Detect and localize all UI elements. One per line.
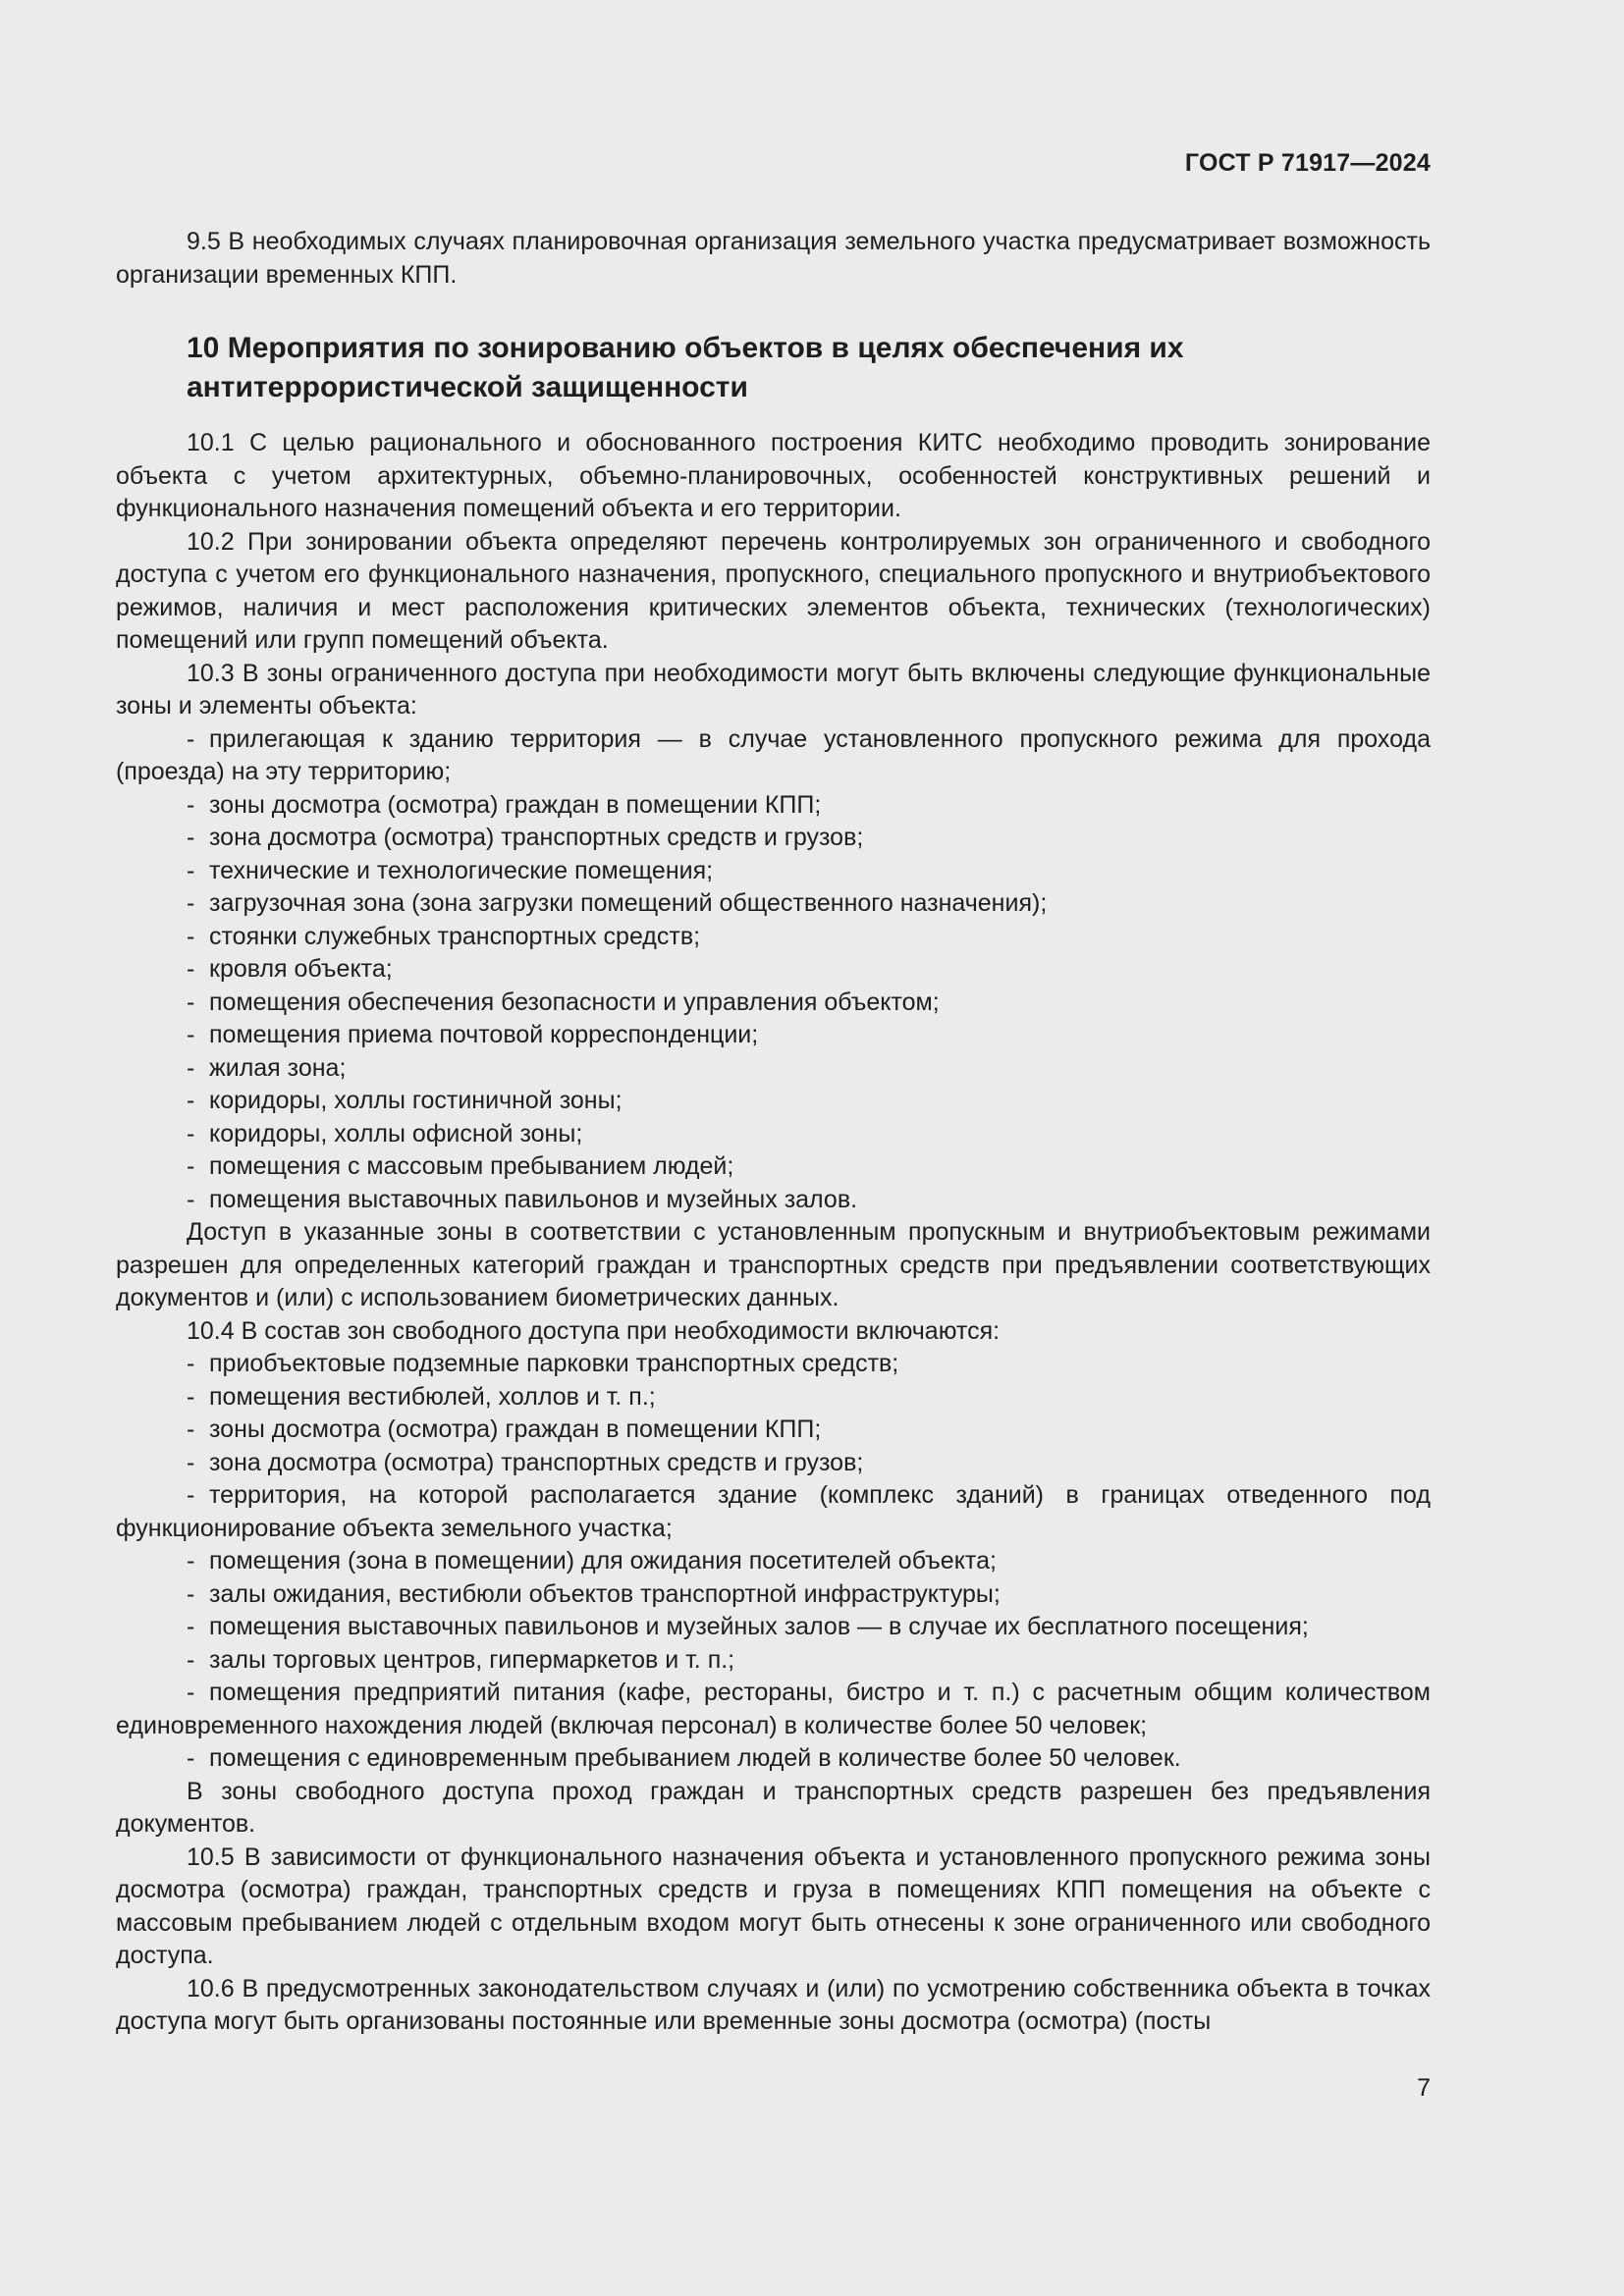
paragraph-10-5: 10.5 В зависимости от функционального назначения объекта и установленного пропускного режима зоны досмотра (осмотра) граждан, транспортных средств и груза в помещениях КПП помещения на объекте с массовым пребыванием людей с отдельным входом могут быть отнесены к зоне ограниченного или свободного доступа.: [116, 1842, 1431, 1969]
list-item: - территория, на которой располагается здание (комплекс зданий) в границах отведенного под функционирование объекта земельного участка;: [116, 1481, 1431, 1542]
list-dash: -: [187, 1547, 195, 1575]
list-item: - технические и технологические помещения;: [116, 855, 1431, 888]
list-item: - помещения с единовременным пребыванием людей в количестве более 50 человек.: [116, 1742, 1431, 1776]
list-item: - помещения приема почтовой корреспонденции;: [116, 1019, 1431, 1052]
document-code-header: ГОСТ Р 71917—2024: [1184, 149, 1431, 177]
list-dash: -: [187, 1579, 195, 1608]
list-dash: -: [187, 856, 195, 884]
list-item: - помещения выставочных павильонов и музейных залов.: [116, 1184, 1431, 1217]
page-number: 7: [1417, 2074, 1431, 2102]
list-dash: -: [187, 1679, 195, 1706]
list-item: - жилая зона;: [116, 1052, 1431, 1086]
list-dash: -: [187, 1448, 195, 1476]
list-item: - приобъектовые подземные парковки транспортных средств;: [116, 1348, 1431, 1381]
list-item: - помещения обеспечения безопасности и управления объектом;: [116, 987, 1431, 1020]
paragraph-10-4: 10.4 В состав зон свободного доступа при необходимости включаются:: [187, 1316, 1001, 1345]
list-dash: -: [187, 1087, 195, 1114]
list-item: - залы ожидания, вестибюли объектов транспортной инфраструктуры;: [116, 1578, 1431, 1612]
list-dash: -: [187, 1415, 195, 1443]
paragraph-10-3: 10.3 В зоны ограниченного доступа при необходимости могут быть включены следующие функциональные зоны и элементы объекта:: [116, 659, 1431, 720]
paragraph-10-1: 10.1 С целью рационального и обоснованного построения КИТС необходимо проводить зонирование объекта с учетом архитектурных, объемно-планировочных, особенностей конструктивных решений и функционального назначения помещений объекта и его территории.: [116, 429, 1431, 522]
list-item: - помещения предприятий питания (кафе, рестораны, бистро и т. п.) с расчетным общим количеством единовременного нахождения людей (включая персонал) в количестве более 50 человек;: [116, 1679, 1431, 1739]
list-item: - залы торговых центров, гипермаркетов и т. п.;: [116, 1644, 1431, 1678]
paragraph-9-5: 9.5 В необходимых случаях планировочная организация земельного участка предусматривает возможность организации временных КПП.: [116, 228, 1431, 289]
list-item: - зона досмотра (осмотра) транспортных средств и грузов;: [116, 1447, 1431, 1480]
list-item: - зона досмотра (осмотра) транспортных средств и грузов;: [116, 822, 1431, 855]
list-dash: -: [187, 1744, 195, 1772]
list-dash: -: [187, 1350, 195, 1377]
list-dash: -: [187, 1021, 195, 1048]
paragraph-restricted-access: Доступ в указанные зоны в соответствии с установленным пропускным и внутриобъектовым режимами разрешен для определенных категорий граждан и транспортных средств при предъявлении соответствующих документов и (или) с использованием биометрических данных.: [116, 1218, 1431, 1311]
list-item: - стоянки служебных транспортных средств;: [116, 921, 1431, 954]
list-item: - коридоры, холлы гостиничной зоны;: [116, 1085, 1431, 1118]
list-item: - кровля объекта;: [116, 953, 1431, 987]
list-dash: -: [187, 724, 195, 753]
paragraph-free-access: В зоны свободного доступа проход граждан и транспортных средств разрешен без предъявления документов.: [116, 1777, 1431, 1838]
list-item: - помещения с массовым пребыванием людей;: [116, 1150, 1431, 1184]
list-dash: -: [187, 1645, 195, 1674]
list-item: - загрузочная зона (зона загрузки помещений общественного назначения);: [116, 887, 1431, 921]
list-dash: -: [187, 922, 195, 950]
list-item: - зоны досмотра (осмотра) граждан в помещении КПП;: [116, 1414, 1431, 1447]
list-dash: -: [187, 790, 195, 819]
list-dash: -: [187, 1185, 195, 1213]
list-item: - прилегающая к зданию территория — в случае установленного пропускного режима для прохода (проезда) на эту территорию;: [116, 724, 1431, 785]
list-dash: -: [187, 889, 195, 917]
list-dash: -: [187, 1481, 195, 1509]
list-item: - помещения (зона в помещении) для ожидания посетителей объекта;: [116, 1545, 1431, 1578]
list-dash: -: [187, 1613, 195, 1640]
paragraph-10-2: 10.2 При зонировании объекта определяют перечень контролируемых зон ограниченного и свободного доступа с учетом его функционального назначения, пропускного, специального пропускного и внутриобъектового режимов, наличия и мест расположения критических элементов объекта, технических (технологических) помещений или групп помещений объекта.: [116, 527, 1431, 654]
paragraph-10-6: 10.6 В предусмотренных законодательством случаях и (или) по усмотрению собственника объекта в точках доступа могут быть организованы постоянные или временные зоны досмотра (осмотра) (посты: [116, 1974, 1431, 2035]
free-zones-list: [116, 1348, 1431, 1776]
restricted-zones-list: [116, 723, 1431, 1217]
list-dash: -: [187, 1119, 195, 1148]
list-item: - зоны досмотра (осмотра) граждан в помещении КПП;: [116, 789, 1431, 823]
list-dash: -: [187, 1152, 195, 1180]
list-dash: -: [187, 988, 195, 1016]
list-item: - коридоры, холлы офисной зоны;: [116, 1118, 1431, 1151]
list-dash: -: [187, 955, 195, 983]
list-item: - помещения выставочных павильонов и музейных залов — в случае их бесплатного посещения;: [116, 1611, 1431, 1644]
list-dash: -: [187, 1053, 195, 1082]
list-dash: -: [187, 824, 195, 851]
list-item: - помещения вестибюлей, холлов и т. п.;: [116, 1381, 1431, 1415]
section-10-heading: 10 Мероприятия по зонированию объектов в целях обеспечения их антитеррористической защищенности: [187, 332, 1184, 403]
page-body: [116, 226, 1431, 2039]
list-dash: -: [187, 1382, 195, 1411]
